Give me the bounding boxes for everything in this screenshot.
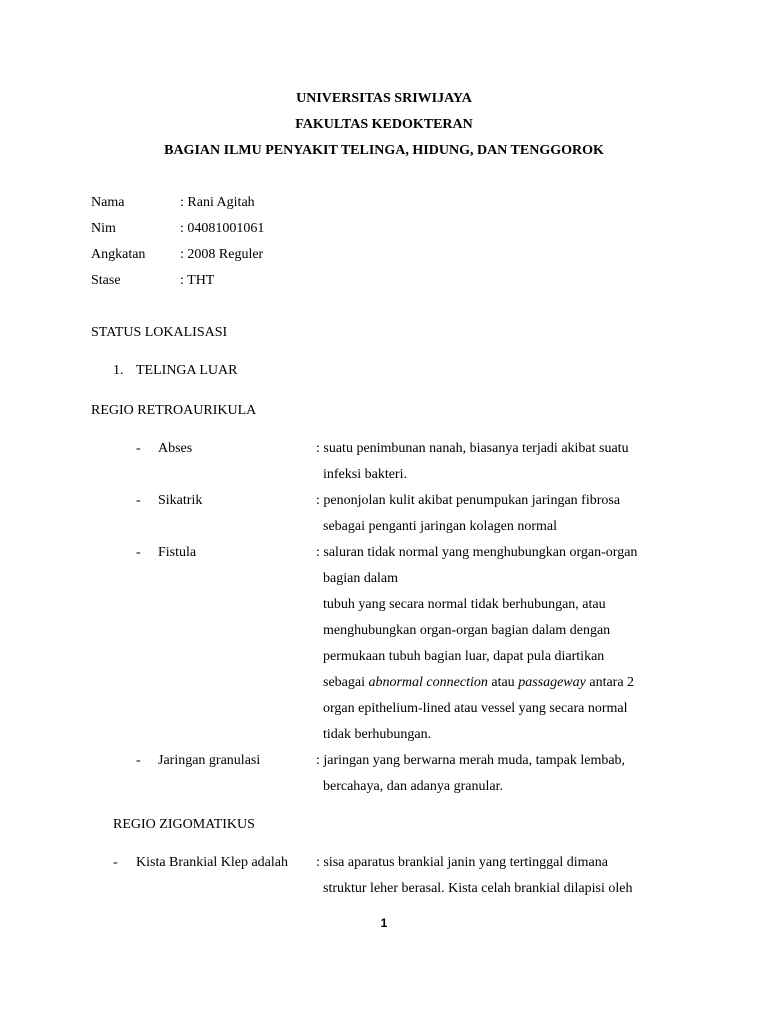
term-abses: Abses (158, 441, 193, 456)
status-heading: STATUS LOKALISASI (91, 325, 228, 340)
definition-line: organ epithelium-lined atau vessel yang secara normal (323, 701, 628, 716)
identity-value: : THT (180, 273, 215, 288)
term-kista-brankial: Kista Brankial Klep adalah (136, 855, 289, 870)
italic-term: abnormal connection (368, 675, 488, 690)
text-span: atau (487, 675, 519, 690)
definition-line: permukaan tubuh bagian luar, dapat pula diartikan (323, 649, 605, 664)
definition-line: : penonjolan kulit akibat penumpukan jaringan fibrosa (316, 493, 621, 508)
definition-line: infeksi bakteri. (323, 467, 407, 482)
identity-label: Nim (91, 221, 116, 236)
identity-value: : 2008 Reguler (180, 247, 264, 262)
list-dash: - (113, 855, 118, 870)
list-dash: - (136, 545, 141, 560)
regio-retroaurikula-heading: REGIO RETROAURIKULA (91, 403, 257, 418)
definition-line: : sisa aparatus brankial janin yang tertinggal dimana (316, 855, 608, 870)
identity-label: Stase (91, 273, 121, 288)
identity-value: : 04081001061 (180, 221, 265, 236)
definition-line: bercahaya, dan adanya granular. (323, 779, 503, 794)
identity-label: Nama (91, 195, 125, 210)
definition-line: : jaringan yang berwarna merah muda, tampak lembab, (316, 753, 626, 768)
item-number: 1. (113, 363, 124, 378)
university-title: UNIVERSITAS SRIWIJAYA (296, 91, 472, 106)
definition-line: tubuh yang secara normal tidak berhubungan, atau (323, 597, 606, 612)
term-fistula: Fistula (158, 545, 197, 560)
definition-line: struktur leher berasal. Kista celah brankial dilapisi oleh (323, 881, 633, 896)
definition-line: : suatu penimbunan nanah, biasanya terjadi akibat suatu (316, 441, 629, 456)
list-dash: - (136, 753, 141, 768)
definition-line: menghubungkan organ-organ bagian dalam dengan (323, 623, 611, 638)
text-span: sebagai (323, 675, 369, 690)
definition-line (323, 674, 634, 692)
term-sikatrik: Sikatrik (158, 493, 203, 508)
item-title: TELINGA LUAR (136, 363, 238, 378)
definition-line: bagian dalam (323, 571, 399, 586)
identity-label: Angkatan (91, 247, 146, 262)
definition-line: sebagai penganti jaringan kolagen normal (323, 519, 558, 534)
list-dash: - (136, 441, 141, 456)
term-jaringan-granulasi: Jaringan granulasi (158, 753, 261, 768)
definition-line: tidak berhubungan. (323, 727, 432, 742)
regio-zigomatikus-heading: REGIO ZIGOMATIKUS (113, 817, 255, 832)
page-number: 1 (380, 916, 388, 930)
italic-term: passageway (518, 675, 586, 690)
list-dash: - (136, 493, 141, 508)
text-span: antara 2 (585, 675, 635, 690)
definition-line: : saluran tidak normal yang menghubungkan organ-organ (316, 545, 638, 560)
department-title: BAGIAN ILMU PENYAKIT TELINGA, HIDUNG, DAN TENGGOROK (164, 143, 604, 158)
identity-value: : Rani Agitah (180, 195, 255, 210)
faculty-title: FAKULTAS KEDOKTERAN (295, 117, 473, 132)
